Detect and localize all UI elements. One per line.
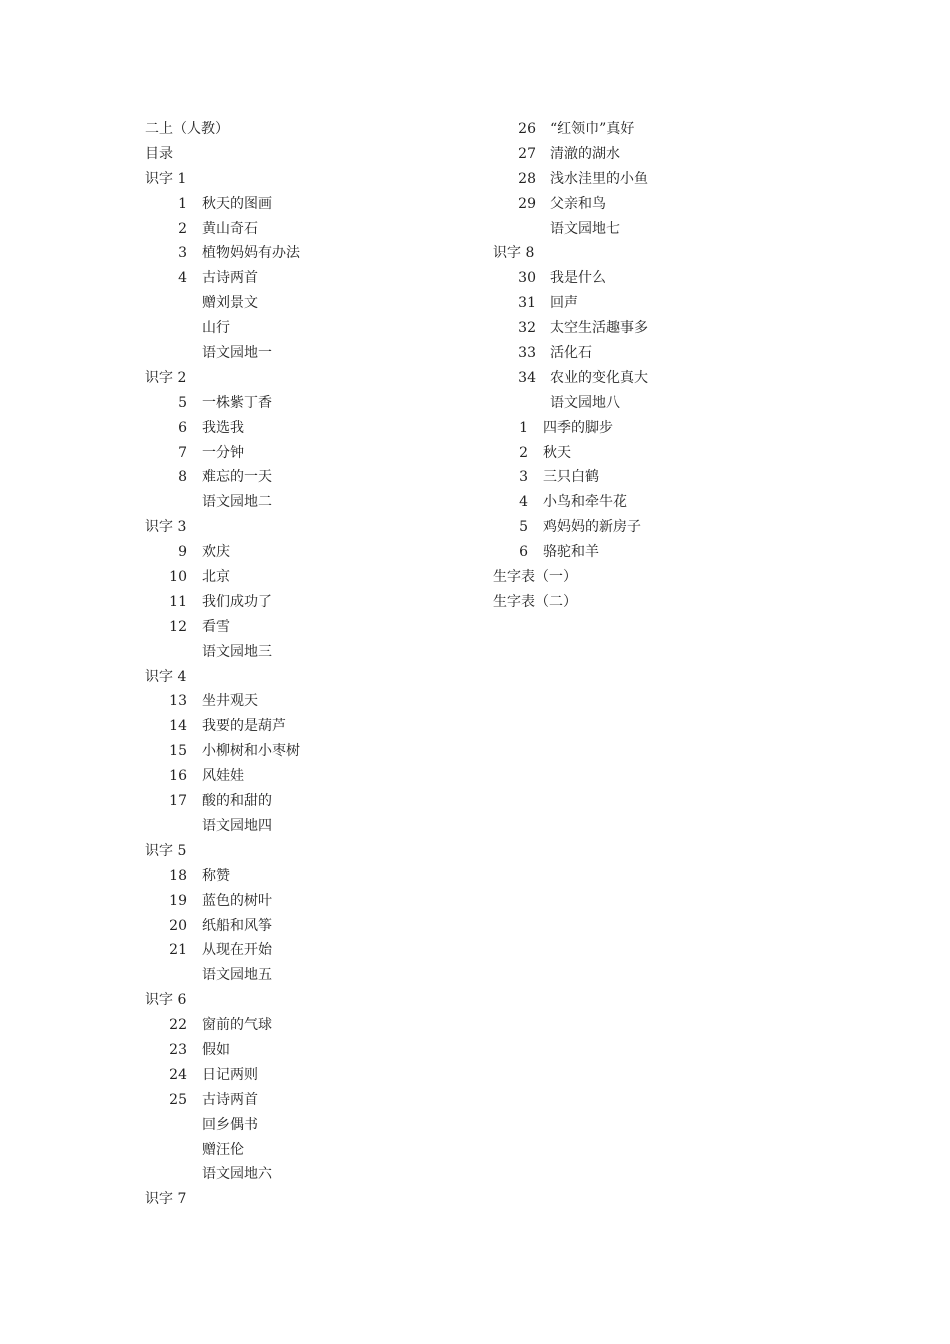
- toc-entry-title: 纸船和风筝: [202, 917, 272, 934]
- toc-entry-title: 古诗两首: [202, 270, 258, 287]
- toc-entry: [145, 617, 300, 642]
- toc-entry-number: 29: [518, 195, 536, 212]
- toc-entry-title: 北京: [202, 569, 230, 586]
- toc-subentry: 语文园地七: [550, 220, 620, 237]
- toc-entry-title: 一分钟: [202, 444, 244, 461]
- toc-subentry: 语文园地二: [202, 494, 272, 511]
- toc-subentry: 语文园地六: [202, 1166, 272, 1183]
- toc-entry: [145, 592, 300, 617]
- toc-subentry: 赠刘景文: [202, 295, 258, 312]
- toc-entry: [493, 418, 648, 443]
- toc-entry-title: 窗前的气球: [202, 1017, 272, 1034]
- toc-entry: [145, 766, 300, 791]
- toc-entry: [145, 1015, 300, 1040]
- toc-entry: [493, 517, 648, 542]
- toc-entry-number: 13: [169, 693, 187, 710]
- toc-subentry: 赠汪伦: [202, 1141, 244, 1158]
- toc-entry-title: 我要的是葫芦: [202, 718, 286, 735]
- toc-heading: 二上（人教）: [145, 121, 229, 137]
- toc-subentry: 语文园地三: [202, 643, 272, 660]
- toc-entry-title: 蓝色的树叶: [202, 892, 272, 909]
- toc-entry: [145, 467, 300, 492]
- toc-entry: [145, 542, 300, 567]
- toc-entry: [145, 1090, 300, 1115]
- toc-entry-number: 15: [169, 743, 187, 760]
- toc-entry-number: 33: [518, 345, 536, 362]
- toc-entry: [145, 243, 300, 268]
- toc-subentry: 语文园地五: [202, 967, 272, 984]
- toc-heading: 识字 2: [145, 369, 187, 386]
- toc-entry-number: 1: [519, 419, 528, 436]
- toc-entry: [145, 268, 300, 293]
- toc-entry-number: 4: [519, 494, 528, 511]
- toc-entry-number: 2: [178, 220, 187, 237]
- toc-entry-title: 父亲和鸟: [550, 195, 606, 212]
- toc-entry: [145, 866, 300, 891]
- toc-subentry: 山行: [202, 320, 230, 337]
- toc-entry-number: 24: [169, 1066, 187, 1083]
- toc-subentry: 语文园地一: [202, 345, 272, 362]
- toc-left-column: [145, 119, 300, 1214]
- toc-heading: 识字 1: [145, 170, 187, 187]
- toc-entry-number: 28: [518, 170, 536, 187]
- toc-entry: [493, 467, 648, 492]
- toc-entry: [493, 368, 648, 393]
- toc-heading: 识字 4: [145, 668, 187, 685]
- toc-entry-title: 回声: [550, 295, 578, 312]
- toc-entry-title: 秋天: [543, 444, 571, 461]
- toc-entry-number: 34: [518, 369, 536, 386]
- toc-entry-title: 风娃娃: [202, 768, 244, 785]
- toc-entry-number: 2: [519, 444, 528, 461]
- toc-entry-number: 6: [519, 544, 528, 561]
- toc-entry-title: 看雪: [202, 618, 230, 635]
- toc-entry-number: 32: [518, 320, 536, 337]
- toc-entry-number: 23: [169, 1041, 187, 1058]
- toc-entry-number: 18: [169, 867, 187, 884]
- toc-entry-number: 10: [169, 569, 187, 586]
- toc-entry-title: 三只白鹤: [543, 469, 599, 486]
- toc-heading: 识字 7: [145, 1191, 187, 1208]
- toc-entry-title: 清澈的湖水: [550, 145, 620, 162]
- toc-entry: [145, 691, 300, 716]
- toc-subentry: 语文园地八: [550, 394, 620, 411]
- toc-entry-number: 6: [178, 419, 187, 436]
- toc-entry-number: 16: [169, 768, 187, 785]
- toc-entry-number: 27: [518, 145, 536, 162]
- toc-entry-title: 古诗两首: [202, 1091, 258, 1108]
- toc-entry: [145, 194, 300, 219]
- toc-entry: [145, 716, 300, 741]
- toc-entry-title: 我是什么: [550, 270, 606, 287]
- toc-entry: [493, 268, 648, 293]
- toc-heading: 目录: [145, 145, 173, 162]
- toc-entry: [145, 1040, 300, 1065]
- toc-heading: 识字 6: [145, 992, 187, 1009]
- toc-entry-title: 小鸟和牵牛花: [543, 494, 627, 511]
- toc-entry: [145, 418, 300, 443]
- toc-entry-title: 一株紫丁香: [202, 394, 272, 411]
- toc-entry: [493, 194, 648, 219]
- toc-entry-number: 20: [169, 917, 187, 934]
- toc-entry: [493, 293, 648, 318]
- toc-entry-number: 17: [169, 793, 187, 810]
- toc-entry-number: 1: [178, 195, 187, 212]
- toc-entry-title: 称赞: [202, 867, 230, 884]
- toc-right-column: [493, 119, 648, 617]
- toc-entry: [145, 219, 300, 244]
- toc-entry: [145, 443, 300, 468]
- toc-entry-number: 11: [169, 593, 187, 610]
- toc-entry-number: 19: [169, 892, 187, 909]
- toc-entry-title: 黄山奇石: [202, 220, 258, 237]
- toc-entry: [145, 791, 300, 816]
- toc-entry-number: 5: [519, 519, 528, 536]
- toc-entry: [145, 891, 300, 916]
- toc-heading: 生字表（二）: [493, 593, 577, 610]
- toc-entry-title: 难忘的一天: [202, 469, 272, 486]
- toc-entry-title: 我选我: [202, 419, 244, 436]
- toc-entry-number: 9: [178, 544, 187, 561]
- toc-entry: [493, 119, 648, 144]
- toc-entry-title: 浅水洼里的小鱼: [550, 170, 648, 187]
- toc-entry-title: 欢庆: [202, 544, 230, 561]
- toc-entry-number: 12: [169, 618, 187, 635]
- toc-entry-title: 我们成功了: [202, 593, 272, 610]
- toc-entry-title: 小柳树和小枣树: [202, 743, 300, 760]
- toc-entry-title: 假如: [202, 1041, 230, 1058]
- toc-entry: [493, 169, 648, 194]
- toc-entry-title: 坐井观天: [202, 693, 258, 710]
- toc-entry-title: 活化石: [550, 345, 592, 362]
- toc-entry-number: 31: [518, 295, 536, 312]
- toc-entry: [145, 567, 300, 592]
- toc-entry-number: 26: [518, 121, 536, 137]
- toc-entry: [493, 443, 648, 468]
- toc-entry: [145, 1065, 300, 1090]
- toc-entry-number: 22: [169, 1017, 187, 1034]
- toc-entry-title: 骆驼和羊: [543, 544, 599, 561]
- toc-entry: [493, 542, 648, 567]
- toc-entry-number: 25: [169, 1091, 187, 1108]
- toc-entry-title: 鸡妈妈的新房子: [543, 519, 641, 536]
- toc-heading: 识字 8: [493, 245, 535, 262]
- toc-entry: [493, 144, 648, 169]
- toc-entry-title: 农业的变化真大: [550, 369, 648, 386]
- toc-entry-title: 酸的和甜的: [202, 793, 272, 810]
- toc-entry: [145, 916, 300, 941]
- toc-entry-title: 从现在开始: [202, 942, 272, 959]
- toc-entry-title: “红领巾”真好: [550, 121, 635, 137]
- toc-entry: [145, 741, 300, 766]
- toc-entry-number: 8: [178, 469, 187, 486]
- toc-entry-title: 太空生活趣事多: [550, 320, 648, 337]
- toc-entry-number: 4: [178, 270, 187, 287]
- toc-entry: [493, 492, 648, 517]
- toc-entry-number: 3: [178, 245, 187, 262]
- toc-subentry: 回乡偶书: [202, 1116, 258, 1133]
- toc-entry: [145, 393, 300, 418]
- toc-entry-number: 3: [519, 469, 528, 486]
- toc-entry-number: 14: [169, 718, 187, 735]
- toc-entry: [493, 318, 648, 343]
- toc-entry: [493, 343, 648, 368]
- toc-entry: [145, 940, 300, 965]
- toc-entry-number: 7: [178, 444, 187, 461]
- toc-subentry: 语文园地四: [202, 817, 272, 834]
- toc-entry-title: 秋天的图画: [202, 195, 272, 212]
- toc-entry-number: 5: [178, 394, 187, 411]
- toc-entry-title: 日记两则: [202, 1066, 258, 1083]
- toc-entry-number: 21: [169, 942, 187, 959]
- toc-heading: 识字 5: [145, 842, 187, 859]
- toc-heading: 识字 3: [145, 519, 187, 536]
- toc-entry-number: 30: [518, 270, 536, 287]
- toc-entry-title: 植物妈妈有办法: [202, 245, 300, 262]
- toc-entry-title: 四季的脚步: [543, 419, 613, 436]
- toc-heading: 生字表（一）: [493, 569, 577, 586]
